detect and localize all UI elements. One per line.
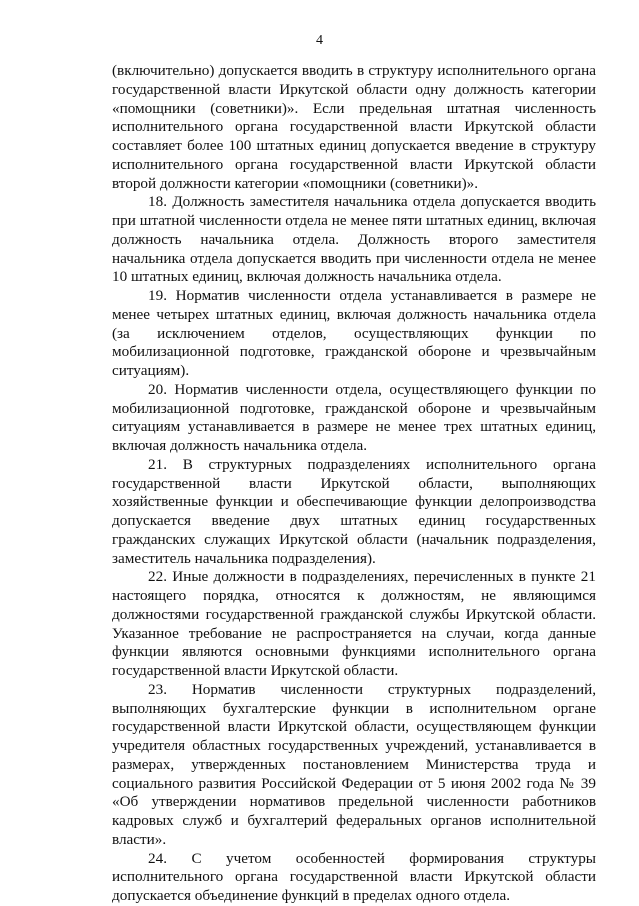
paragraph-continuation: (включительно) допускается вводить в структуру исполнительного органа государственной власти Иркутской области одну должность категории «помощники (советники)». Если предельная штатная численность исполнительного органа государственной власти Иркутской области составляет более 100 штатных единиц допускается введение в структуру исполнительного органа государственной власти Иркутской области второй должности категории «помощники (советники)».: [112, 62, 596, 192]
paragraph-item-18: 18. Должность заместителя начальника отдела допускается вводить при штатной численности отдела не менее пяти штатных единиц, включая должность начальника отдела. Должность второго заместителя начальника отдела допускается вводить при численности отдела не менее 10 штатных единиц, включая должность начальника отдела.: [112, 193, 596, 286]
paragraph-item-22: 22. Иные должности в подразделениях, перечисленных в пункте 21 настоящего порядка, относятся к должностям, не являющимся должностями государственной гражданской службы Иркутской области. Указанное требование не распространяется на случаи, когда данные функции являются основными функциями исполнительного органа государственной власти Иркутской области.: [112, 568, 596, 679]
document-body: [112, 62, 596, 906]
paragraph-item-20: 20. Норматив численности отдела, осуществляющего функции по мобилизационной подготовке, гражданской обороне и чрезвычайным ситуациям устанавливается в размере не менее трех штатных единиц, включая должность начальника отдела.: [112, 380, 596, 454]
paragraph-item-23: 23. Норматив численности структурных подразделений, выполняющих бухгалтерские функции в исполнительном органе государственной власти Иркутской области, осуществляющем функции учредителя областных государственных учреждений, устанавливается в размерах, утвержденных постановлением Министерства труда и социального развития Российской Федерации от 5 июня 2002 года № 39 «Об утверждении нормативов предельной численности работников кадровых служб и бухгалтерий федеральных органов исполнительной власти».: [112, 680, 596, 848]
paragraph-item-19: 19. Норматив численности отдела устанавливается в размере не менее четырех штатных единиц, включая должность начальника отдела (за исключением отделов, осуществляющих функции по мобилизационной подготовке, гражданской обороне и чрезвычайным ситуациям).: [112, 287, 596, 379]
paragraph-item-24: 24. С учетом особенностей формирования структуры исполнительного органа государственной власти Иркутской области допускается объединение функций в пределах одного отдела.: [112, 849, 596, 904]
paragraph-item-21: 21. В структурных подразделениях исполнительного органа государственной власти Иркутской области, выполняющих хозяйственные функции и обеспечивающие функции делопроизводства допускается введение двух штатных единиц государственных гражданских служащих Иркутской области (начальник подразделения, заместитель начальника подразделения).: [112, 455, 596, 567]
page-number: 4: [316, 33, 323, 48]
